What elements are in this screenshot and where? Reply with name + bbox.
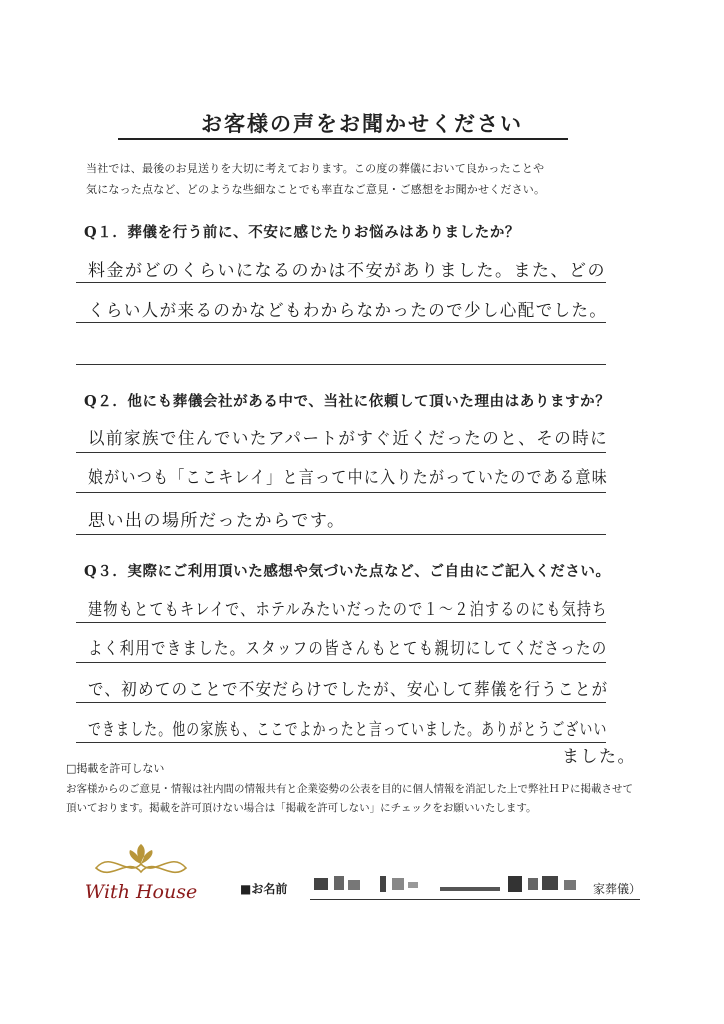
answer-3-rule-4: [76, 742, 606, 743]
logo-text: With House: [84, 881, 198, 903]
with-house-logo: [66, 842, 216, 904]
answer-1-rule-1: [76, 282, 606, 283]
title-underline: [118, 138, 568, 140]
answer-3-line-5: ました。: [562, 747, 636, 767]
notice-line-1: お客様からのご意見・情報は社内間の情報共有と企業姿勢の公表を目的に個人情報を消記した上で弊社ＨＰに掲載させて: [66, 783, 633, 795]
name-redacted: [310, 872, 600, 896]
answer-3-rule-3: [76, 702, 606, 703]
notice-text: [66, 780, 656, 818]
question-2: Q２．他にも葬儀会社がある中で、当社に依頼して頂いた理由はありますか？: [84, 393, 611, 410]
answer-3-rule-2: [76, 662, 606, 663]
intro-line-1: 当社では、最後のお見送りを大切に考えております。この度の葬儀において良かったことや: [86, 162, 545, 175]
answer-2-line-1: 以前家族で住んでいたアパートがすぐ近くだったのと、その時に: [88, 429, 609, 449]
answer-2-line-2: 娘がいつも「ここキレイ」と言って中に入りたがっていたのである意味: [88, 468, 609, 488]
answer-3-line-2: よく利用できました。スタッフの皆さんもとても親切にしてくださったの: [88, 639, 608, 659]
answer-3-line-1: 建物もとてもキレイで、ホテルみたいだったので１〜２泊するのにも気持ち: [88, 600, 608, 620]
answer-1-line-2: くらい人が来るのかなどもわからなかったので少し心配でした。: [88, 301, 608, 321]
logo-flower-icon: [129, 844, 152, 864]
answer-1-rule-3: [76, 364, 606, 365]
intro-text: [86, 158, 666, 200]
name-underline: [310, 899, 640, 900]
answer-2-rule-2: [76, 492, 606, 493]
answer-1-line-1: 料金がどのくらいになるのかは不安がありました。また、どの: [88, 261, 606, 281]
answer-3-line-3: で、初めてのことで不安だらけでしたが、安心して葬儀を行うことが: [88, 680, 609, 700]
answer-2-rule-3: [76, 534, 606, 535]
answer-3-rule-1: [76, 622, 606, 623]
page-title: お客様の声をお聞かせください: [201, 111, 523, 136]
answer-2-line-3: 思い出の場所だったからです。: [88, 511, 346, 531]
notice-line-2: 頂いております。掲載を許可頂けない場合は「掲載を許可しない」にチェックをお願いいたします。: [66, 802, 537, 814]
answer-3-line-4: できました。他の家族も、ここでよかったと言っていました。ありがとうございい: [88, 720, 608, 740]
name-suffix: 家葬儀）: [593, 882, 642, 896]
answer-2-rule-1: [76, 452, 606, 453]
consent-checkbox-label[interactable]: □掲載を許可しない: [66, 762, 165, 775]
question-3: Q３．実際にご利用頂いた感想や気づいた点など、ご自由にご記入ください。: [84, 563, 611, 580]
intro-line-2: 気になった点など、どのような些細なことでも率直なご意見・ご感想をお聞かせください。: [86, 183, 546, 196]
name-label: ■お名前: [240, 882, 288, 896]
answer-1-rule-2: [76, 322, 606, 323]
question-1: Q１．葬儀を行う前に、不安に感じたりお悩みはありましたか？: [84, 224, 521, 241]
